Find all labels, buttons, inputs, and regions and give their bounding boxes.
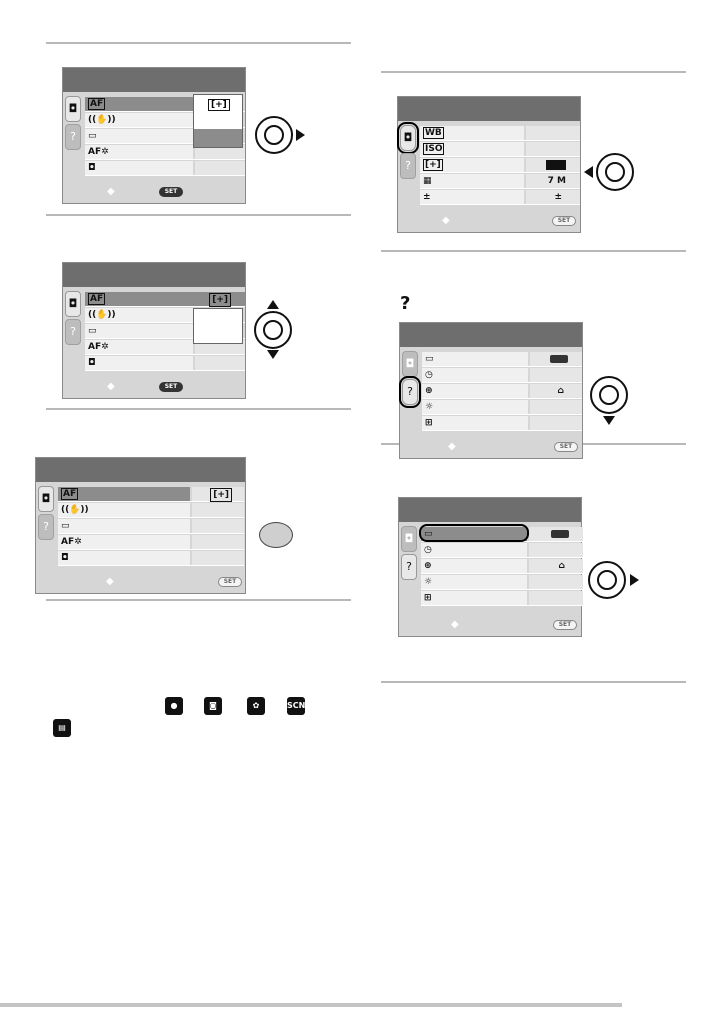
title-bar <box>399 498 581 522</box>
title-bar <box>398 97 580 121</box>
metering-icon: ◘ <box>61 553 69 563</box>
dpad-icon <box>596 153 634 191</box>
arrow-right-icon <box>630 574 639 586</box>
travel-icon: ⊞ <box>425 418 433 428</box>
menu-row-stabilizer[interactable] <box>58 503 244 518</box>
menu-row-clock[interactable] <box>422 368 582 383</box>
set-button[interactable]: SET <box>159 187 183 197</box>
setup-tab[interactable]: ? <box>65 319 81 345</box>
camera-tab[interactable]: ◘ <box>65 291 81 317</box>
menu-tabs <box>36 482 56 593</box>
focus-icon: [+] <box>425 160 441 170</box>
menu-tabs <box>399 522 419 636</box>
brightness-icon: ☼ <box>424 577 433 587</box>
camera-tab[interactable]: ◘ <box>65 96 81 122</box>
burst-icon: ▭ <box>61 521 70 531</box>
set-button[interactable]: SET <box>218 577 242 587</box>
mode-movie-icon: ▤ <box>53 719 71 737</box>
menu-row-travel[interactable] <box>422 416 582 431</box>
title-bar <box>63 68 245 92</box>
menu-row-size[interactable] <box>420 174 580 189</box>
menu-screen-3 <box>35 457 246 594</box>
menu-tabs <box>400 347 420 458</box>
menu-row-travel[interactable] <box>421 591 583 606</box>
nav-hint-icon: ◆ <box>107 381 115 392</box>
set-button[interactable]: SET <box>159 382 183 392</box>
home-icon: ⌂ <box>557 386 564 396</box>
battery-level-icon <box>550 355 568 363</box>
dpad-icon <box>588 561 626 599</box>
divider <box>381 681 686 683</box>
menu-tabs <box>63 92 83 203</box>
menu-screen-4 <box>397 96 581 233</box>
exposure-icon: ± <box>423 192 431 202</box>
nav-hint-icon: ◆ <box>448 441 456 452</box>
selection-ring <box>419 524 529 542</box>
size-icon: ▦ <box>423 176 432 186</box>
arrow-right-icon <box>296 129 305 141</box>
wrench-icon: ? <box>400 293 411 314</box>
set-button[interactable]: SET <box>553 620 577 630</box>
stabilizer-icon: ((✋)) <box>88 115 116 125</box>
nav-hint-icon: ◆ <box>451 619 459 630</box>
divider <box>46 42 351 44</box>
camera-tab[interactable]: ◘ <box>38 486 54 512</box>
wb-icon: WB <box>425 128 442 138</box>
menu-tabs <box>63 287 83 398</box>
world-icon: ⊕ <box>424 561 432 571</box>
menu-row-metering[interactable] <box>85 356 245 371</box>
menu-row-exposure[interactable] <box>420 190 580 205</box>
option-popup[interactable] <box>193 94 243 148</box>
travel-icon: ⊞ <box>424 593 432 603</box>
focus-mode-icon: [+] <box>210 488 232 502</box>
menu-row-wb[interactable] <box>420 126 580 141</box>
setup-tab[interactable]: ? <box>38 514 54 540</box>
menu-row-af-assist[interactable] <box>58 535 244 550</box>
battery-icon: ▭ <box>425 354 434 364</box>
menu-row-world-time[interactable] <box>422 384 582 399</box>
menu-row-clock[interactable] <box>421 543 583 558</box>
af-assist-icon: AF✲ <box>61 537 82 547</box>
af-assist-icon: AF✲ <box>88 342 109 352</box>
divider <box>381 250 686 252</box>
menu-row-battery[interactable] <box>422 352 582 367</box>
menu-row-world-time[interactable] <box>421 559 583 574</box>
focus-mode-icon: [+] <box>209 293 231 307</box>
mode-macro-icon: ✿ <box>247 697 265 715</box>
divider <box>46 408 351 410</box>
clock-icon: ◷ <box>424 545 432 555</box>
menu-row-af[interactable] <box>58 487 244 502</box>
stabilizer-icon: ((✋)) <box>61 505 89 515</box>
battery-icon: ▭ <box>424 529 433 539</box>
setup-tab[interactable]: ? <box>400 153 416 179</box>
setup-tab[interactable]: ? <box>402 379 418 405</box>
title-bar <box>400 323 582 347</box>
set-round-button-icon <box>259 522 293 548</box>
nav-hint-icon: ◆ <box>107 186 115 197</box>
nav-hint-icon: ◆ <box>106 576 114 587</box>
focus-mode-icon: [+] <box>208 99 230 111</box>
af-icon: AF <box>90 294 104 304</box>
dpad-icon <box>254 311 292 349</box>
menu-screen-1 <box>62 67 246 204</box>
camera-tab[interactable]: ◘ <box>400 125 416 151</box>
set-button[interactable]: SET <box>554 442 578 452</box>
mode-intelligent-icon: ● <box>165 697 183 715</box>
menu-screen-2 <box>62 262 246 399</box>
nav-hint-icon: ◆ <box>442 215 450 226</box>
menu-row-focus[interactable] <box>420 158 580 173</box>
burst-icon: ▭ <box>88 131 97 141</box>
menu-screen-6 <box>398 497 582 637</box>
value-block-icon <box>546 160 566 170</box>
af-assist-icon: AF✲ <box>88 147 109 157</box>
af-icon: AF <box>63 489 77 499</box>
title-bar <box>36 458 245 482</box>
camera-tab[interactable]: ◘ <box>401 526 417 552</box>
metering-icon: ◘ <box>88 163 96 173</box>
mode-auto-icon: ◙ <box>204 697 222 715</box>
menu-row-af[interactable] <box>85 292 245 307</box>
af-icon: AF <box>90 99 104 109</box>
menu-row-metering[interactable] <box>85 161 245 176</box>
setup-tab[interactable]: ? <box>65 124 81 150</box>
menu-row-brightness[interactable] <box>422 400 582 415</box>
size-value: 7 M <box>547 176 566 186</box>
mode-scene-icon: SCN <box>287 697 305 715</box>
arrow-left-icon <box>584 166 593 178</box>
camera-tab[interactable]: ◘ <box>402 351 418 377</box>
menu-tabs <box>398 121 418 232</box>
title-bar <box>63 263 245 287</box>
dpad-icon <box>590 376 628 414</box>
brightness-icon: ☼ <box>425 402 434 412</box>
menu-row-metering[interactable] <box>58 551 244 566</box>
metering-icon: ◘ <box>88 358 96 368</box>
clock-icon: ◷ <box>425 370 433 380</box>
set-button[interactable]: SET <box>552 216 576 226</box>
divider <box>46 599 351 601</box>
menu-row-burst[interactable] <box>58 519 244 534</box>
stabilizer-icon: ((✋)) <box>88 310 116 320</box>
burst-icon: ▭ <box>88 326 97 336</box>
dpad-icon <box>255 116 293 154</box>
battery-level-icon <box>551 530 569 538</box>
option-popup[interactable] <box>193 308 243 344</box>
exposure-value-icon: ± <box>554 192 562 202</box>
arrow-down-icon <box>603 416 615 425</box>
setup-tab[interactable]: ? <box>401 554 417 580</box>
menu-row-iso[interactable] <box>420 142 580 157</box>
menu-screen-5 <box>399 322 583 459</box>
divider <box>381 71 686 73</box>
arrow-up-icon <box>267 300 279 309</box>
arrow-down-icon <box>267 350 279 359</box>
footer-bar <box>0 1003 622 1007</box>
menu-row-brightness[interactable] <box>421 575 583 590</box>
option-selected <box>194 129 242 147</box>
home-icon: ⌂ <box>558 561 565 571</box>
divider <box>46 214 351 216</box>
world-icon: ⊕ <box>425 386 433 396</box>
iso-icon: ISO <box>425 144 443 154</box>
